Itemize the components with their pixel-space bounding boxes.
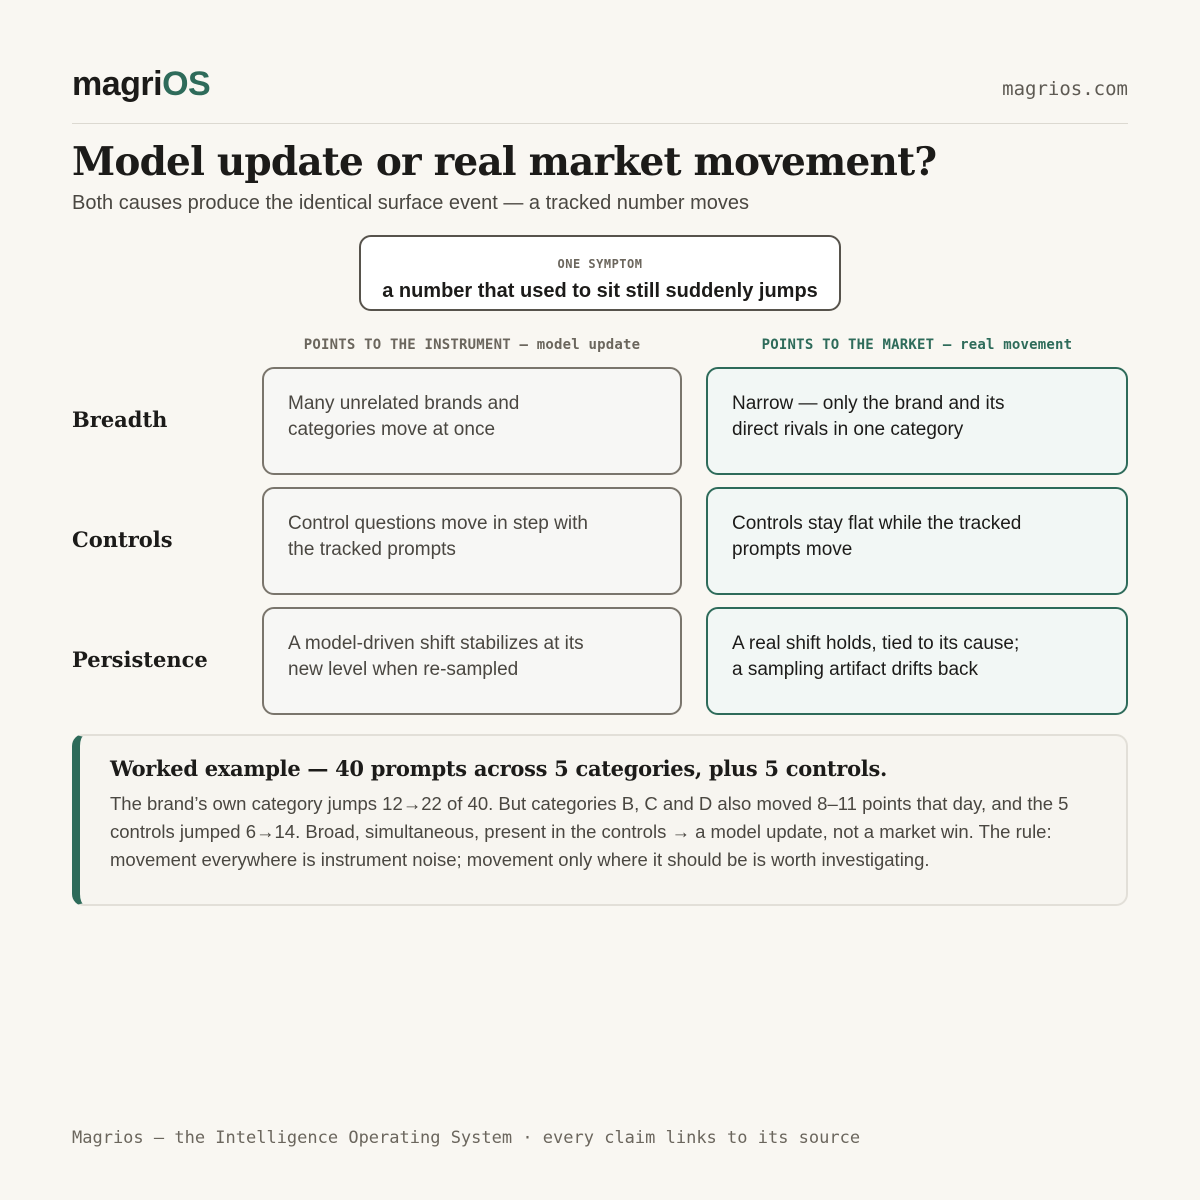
footer-tagline: Magrios — the Intelligence Operating System · every claim links to its source (72, 1128, 861, 1148)
site-url-link[interactable]: magrios.com (1002, 78, 1128, 100)
symptom-kicker: ONE SYMPTOM (557, 257, 643, 271)
cell-persistence-market (706, 607, 1128, 715)
column-header-market: POINTS TO THE MARKET — real movement (761, 337, 1073, 353)
page-subtitle: Both causes produce the identical surface event — a tracked number moves (72, 192, 750, 214)
cell-text: Many unrelated brands and categories move at once (288, 393, 520, 440)
header (72, 64, 1128, 124)
row-label-breadth: Breadth (72, 407, 168, 432)
row-label-persistence: Persistence (72, 647, 208, 672)
cell-controls-instrument (262, 487, 682, 595)
logo-accent: OS (162, 65, 211, 103)
cell-text: A model-driven shift stabilizes at its new level when re-sampled (288, 633, 584, 680)
worked-example-callout (72, 734, 1128, 906)
page-title: Model update or real market movement? (72, 139, 937, 185)
symptom-text: a number that used to sit still suddenly jumps (382, 280, 818, 302)
cell-breadth-market (706, 367, 1128, 475)
logo[interactable] (72, 64, 210, 104)
symptom-box (359, 235, 841, 311)
column-header-instrument: POINTS TO THE INSTRUMENT — model update (303, 337, 641, 353)
row-label-controls: Controls (72, 527, 173, 552)
worked-example-title: Worked example — 40 prompts across 5 categories, plus 5 controls. (110, 756, 887, 781)
cell-text: Control questions move in step with the tracked prompts (288, 513, 588, 560)
cell-text: Narrow — only the brand and its direct rivals in one category (732, 393, 1005, 440)
cell-text: A real shift holds, tied to its cause; a sampling artifact drifts back (732, 633, 1020, 680)
cell-controls-market (706, 487, 1128, 595)
worked-example-body: The brand’s own category jumps 12→22 of 40. But categories B, C and D also moved 8–11 points that day, and the 5 controls jumped 6→14. Broad, simultaneous, present in the controls → a model update, not a market win. The rule: movement everywhere is instrument noise; movement only where it should be is worth investigating. (110, 793, 1069, 870)
logo-main: magri (72, 65, 163, 103)
cell-breadth-instrument (262, 367, 682, 475)
cell-persistence-instrument (262, 607, 682, 715)
cell-text: Controls stay flat while the tracked prompts move (732, 513, 1022, 560)
page (72, 0, 1128, 1200)
